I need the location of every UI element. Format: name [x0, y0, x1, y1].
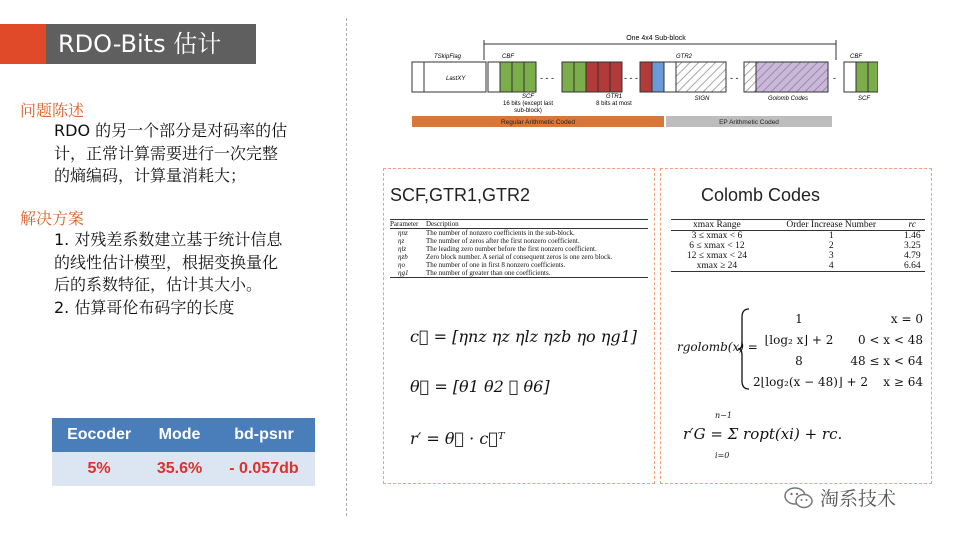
golomb-lhs: rgolomb(x) =	[677, 340, 758, 354]
problem-line: 计，正常计算需要进行一次完整	[54, 143, 279, 163]
perf-value-row	[52, 452, 315, 486]
regular-coded-label: Regular Arithmetic Coded	[500, 119, 576, 126]
scf-gtr-panel	[383, 168, 655, 484]
table-row: ηo The number of one in first 8 nonzero coefficients.	[398, 261, 566, 269]
gtr2-label: GTR2	[676, 54, 693, 60]
perf-header: bd-psnr	[213, 418, 315, 452]
parameter-table	[390, 219, 648, 278]
table-row: ηnz The number of nonzero coefficients in the sub-block.	[398, 229, 575, 237]
colomb-table	[671, 219, 925, 272]
panel-heading: Colomb Codes	[701, 185, 821, 205]
case-row: 1 x = 0	[795, 312, 923, 326]
desc-header: Description	[426, 220, 648, 229]
scf-desc: sub-block)	[514, 108, 542, 114]
gtr1-desc: 8 bits at most	[596, 101, 632, 107]
solution-line: 2. 估算哥伦布码字的长度	[54, 297, 235, 317]
subblock-label: One 4x4 Sub-block	[626, 35, 686, 42]
case-row: 2⌊log₂(x − 48)⌋ + 2 x ≥ 64	[753, 375, 923, 389]
sum-top: n−1	[715, 411, 732, 420]
brand-logo	[784, 484, 896, 511]
cbf-right-label: CBF	[850, 54, 862, 60]
ep-coded-label: EP Arithmetic Coded	[719, 119, 779, 126]
sum-bottom: i=0	[715, 451, 730, 460]
solution-heading: 解决方案	[20, 209, 85, 228]
sign-label: SIGN	[694, 96, 710, 102]
perf-value: - 0.057db	[213, 452, 315, 486]
title-accent	[0, 24, 46, 64]
solution-text	[54, 229, 316, 319]
problem-text	[54, 120, 316, 188]
golomb-label: Golomb Codes	[767, 96, 809, 102]
equation-theta: θ⃗ = [θ1 θ2 ⋯ θ6]	[410, 377, 550, 396]
vertical-divider	[346, 18, 347, 516]
solution-line: 后的系数特征，估计其大小。	[54, 275, 263, 294]
svg-text:-: -	[833, 73, 836, 83]
golomb-cases	[753, 309, 923, 393]
tskip-label: TSkipFlag	[434, 54, 462, 60]
order-header: Order Increase Number	[763, 220, 900, 231]
problem-line: 的熵编码，计算量消耗大；	[54, 166, 247, 185]
brand-text: 淘系技术	[820, 488, 897, 510]
title-bar	[0, 24, 256, 64]
svg-text:- - -: - - -	[624, 73, 638, 83]
case-row: ⌊log₂ x⌋ + 2 0 < x < 48	[764, 333, 923, 347]
table-row: ηzb Zero block number. A serial of consequent zeros is one zero block.	[398, 253, 613, 261]
rc-header: rc	[900, 220, 925, 231]
table-row: ηz The number of zeros after the first nonzero coefficient.	[398, 237, 580, 245]
solution-line: 的线性估计模型，根据变换量化	[54, 252, 279, 272]
param-header: Parameter	[390, 220, 426, 229]
slide-title: RDO-Bits 估计	[46, 24, 256, 64]
problem-line: RDO 的另一个部分是对码率的估	[54, 121, 288, 140]
perf-header: Eocoder	[52, 418, 146, 452]
table-row: 12 ≤ xmax < 24 3 4.79	[686, 251, 921, 261]
table-row: xmax ≥ 24 4 6.64	[671, 261, 925, 272]
solution-line: 1. 对残差系数建立基于统计信息	[54, 230, 283, 249]
perf-value: 5%	[52, 452, 146, 486]
colomb-panel	[660, 168, 932, 484]
sum-equation: r′G = Σ ropt(xi) + rc.	[683, 425, 843, 443]
table-row: ηg1 The number of greater than one coefficients.	[390, 269, 648, 278]
table-row: 3 ≤ xmax < 6 1 1.46	[691, 231, 921, 241]
cbf-label: CBF	[502, 54, 514, 60]
perf-header-row	[52, 418, 315, 452]
table-row: ηlz The leading zero number before the first nonzero coefficient.	[398, 245, 597, 253]
gtr1-label: GTR1	[605, 94, 623, 100]
panel-heading: SCF,GTR1,GTR2	[390, 185, 531, 205]
perf-value: 35.6%	[146, 452, 213, 486]
svg-text:- -: - -	[730, 73, 739, 83]
scf-desc: 16 bits (except last	[502, 101, 554, 107]
scf-label: SCF	[522, 94, 534, 100]
perf-table	[52, 418, 315, 486]
bitstream-diagram	[408, 30, 878, 132]
range-header: xmax Range	[671, 220, 763, 231]
equation-r: r′ = θ⃗ · c⃗ᵀ	[410, 429, 505, 448]
brace-icon	[737, 307, 751, 391]
wechat-icon	[784, 486, 814, 510]
lastxy-label: LastXY	[446, 76, 466, 82]
equation-c: c⃗ = [ηnz ηz ηlz ηzb ηo ηg1]	[410, 327, 638, 346]
scf-right-label: SCF	[858, 96, 870, 102]
case-row: 8 48 ≤ x < 64	[795, 354, 923, 368]
table-row: 6 ≤ xmax < 12 2 3.25	[689, 241, 921, 251]
svg-text:- - -: - - -	[540, 73, 554, 83]
problem-heading: 问题陈述	[20, 101, 85, 120]
perf-header: Mode	[146, 418, 213, 452]
